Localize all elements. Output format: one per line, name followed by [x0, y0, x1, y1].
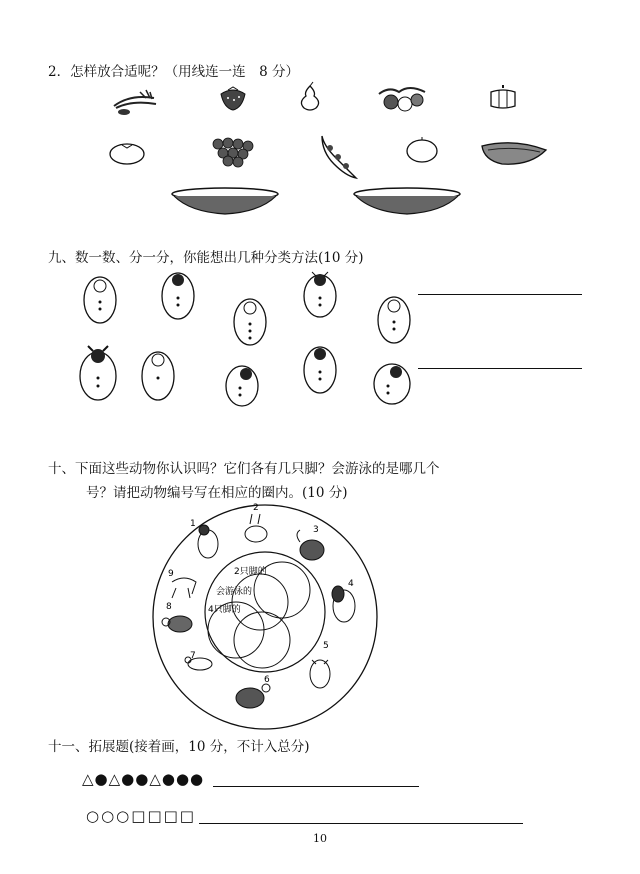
question-10-line-2: 号？请把动物编号写在相应的圈内。(10 分) — [86, 485, 348, 501]
label-four-legs: 4只脚的 — [208, 605, 241, 615]
doll-icon — [78, 342, 118, 402]
label-two-legs: 2只脚的 — [234, 567, 267, 577]
tomato-icon — [108, 140, 146, 166]
doll-icon — [140, 346, 176, 402]
doll-icon — [160, 268, 196, 320]
question-11-title: 十一、拓展题(接着画，10 分，不计入总分) — [48, 739, 310, 755]
animal-number-5: 5 — [323, 641, 329, 651]
basket-left-icon — [170, 186, 280, 216]
question-9-title: 九、数一数、分一分，你能想出几种分类方法(10 分) — [48, 250, 364, 266]
pattern-2-answer-line[interactable] — [199, 823, 523, 824]
doll-icon — [376, 292, 412, 344]
pea-pod-icon — [316, 132, 362, 182]
animal-number-8: 8 — [166, 602, 172, 612]
question-2-title: 2．怎样放合适呢？（用线连一连 8 分） — [48, 64, 299, 80]
orange-icon — [404, 136, 440, 164]
doll-icon — [302, 342, 338, 394]
doll-icon — [372, 358, 412, 406]
question-10-line-1: 十、下面这些动物你认识吗？它们各有几只脚？会游泳的是哪几个 — [48, 461, 440, 477]
label-swim: 会游泳的 — [216, 587, 253, 597]
doll-icon — [232, 294, 268, 346]
animal-number-9: 9 — [168, 569, 174, 579]
page-number: 10 — [313, 832, 327, 845]
pattern-1-answer-line[interactable] — [213, 786, 419, 787]
doll-icon — [224, 362, 260, 408]
fruit-bunch-icon — [375, 84, 431, 116]
animal-number-4: 4 — [348, 579, 354, 589]
pear-icon — [296, 82, 324, 112]
grapes-icon — [208, 134, 258, 168]
animal-number-6: 6 — [264, 675, 270, 685]
pattern-1: △●△●●△●●● — [82, 770, 205, 788]
answer-line-2[interactable] — [418, 368, 582, 369]
pepper-icon — [487, 86, 519, 110]
basket-right-icon — [352, 186, 462, 216]
animal-circle-diagram — [150, 502, 380, 732]
animal-number-7: 7 — [190, 651, 196, 661]
doll-icon — [302, 266, 338, 318]
answer-line-1[interactable] — [418, 294, 582, 295]
strawberry-icon — [218, 86, 248, 112]
animal-number-2: 2 — [253, 503, 259, 513]
bitter-melon-icon — [478, 136, 550, 176]
doll-icon — [82, 272, 118, 324]
animal-number-3: 3 — [313, 525, 319, 535]
pattern-2: ○○○□□□□ — [86, 807, 196, 825]
vegetable-bunch-icon — [110, 88, 160, 118]
animal-number-1: 1 — [190, 519, 196, 529]
